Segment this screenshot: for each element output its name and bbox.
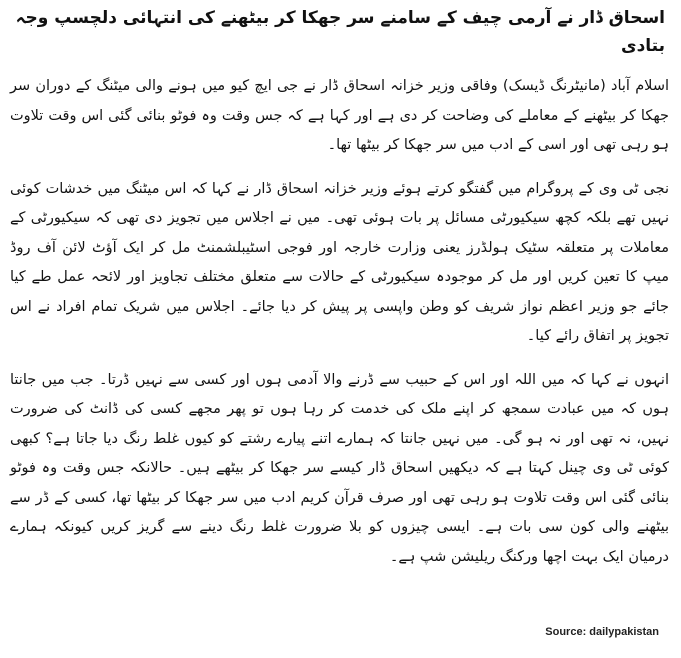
article-paragraph-3: انہوں نے کہا کہ میں اللہ اور اس کے حبیب سے ڈرنے والا آدمی ہوں اور کسی سے نہیں ڈرتا۔ جب میں جانتا ہوں کہ میں عبادت سمجھ کر اپنے ملک کی خدمت کر رہا ہوں تو پھر مجھے کسی کی ڈانٹ کی ضرورت نہیں، نہ تھی اور نہ ہو گی۔ میں نہیں جانتا کہ ہمارے اتنے پیارے رشتے کو کیوں غلط رنگ دیا جاتا ہے؟ کبھی کوئی ٹی وی چینل کہتا ہے کہ دیکھیں اسحاق ڈار کیسے سر جھکا کر بیٹھے ہیں۔ حالانکہ جس وقت وہ فوٹو بنائی گئی اس وقت تلاوت ہو رہی تھی اور صرف قرآن کریم ادب میں سر جھکا کر بیٹھا تھا، کسی کے ڈر سے بیٹھنے والی کون سی بات ہے۔ ایسی چیزوں کو بلا ضرورت غلط رنگ دینے سے گریز کریں کیونکہ ہمارے درمیان ایک بہت اچھا ورکنگ ریلیشن شپ ہے۔ [10, 371, 669, 565]
article-headline: اسحاق ڈار نے آرمی چیف کے سامنے سر جھکا کر بیٹھنے کی انتہائی دلچسپ وجہ بتادی [15, 8, 665, 56]
article-paragraph-2: نجی ٹی وی کے پروگرام میں گفتگو کرتے ہوئے وزیر خزانہ اسحاق ڈار نے کہا کہ اس میٹنگ میں خدشات کوئی نہیں تھے بلکہ کچھ سیکیورٹی مسائل پر بات ہوئی تھی۔ میں نے اجلاس میں تجویز دی تھی کہ سیکیورٹی کے معاملات پر متعلقہ سٹیک ہولڈرز یعنی وزارت خارجہ اور فوجی اسٹیبلشمنٹ مل کر ایک آؤٹ لائن آف روڈ میپ کا تعین کریں اور مل کر موجودہ سیکیورٹی کے حالات سے متعلق مختلف تجاویز اور لائحہ عمل طے کیا جائے جو وزیر اعظم نواز شریف کو وطن واپسی پر پیش کر دیا جائے۔ اجلاس میں شریک تمام افراد نے اس تجویز پر اتفاق رائے کیا۔ [10, 180, 670, 344]
source-credit: Source: dailypakistan [545, 626, 659, 638]
article-paragraph-1: اسلام آباد (مانیٹرنگ ڈیسک) وفاقی وزیر خزانہ اسحاق ڈار نے جی ایچ کیو میں ہونے والی میٹنگ کے دوران سر جھکا کر بیٹھنے کے معاملے کی وضاحت کر دی ہے اور کہا ہے کہ جس وقت وہ فوٹو بنائی گئی اس وقت تلاوت ہو رہی تھی اور اسی کے ادب میں سر جھکا کر بیٹھا تھا۔ [10, 78, 669, 153]
